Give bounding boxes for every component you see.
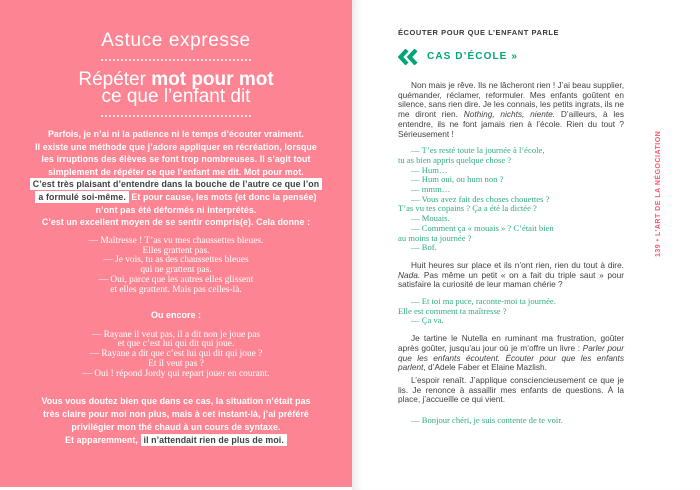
- paragraph-text: , d’Adele Faber et Elaine Mazlish.: [423, 362, 547, 373]
- dialogue-line: qui ne grattent pas.: [140, 265, 212, 276]
- paragraph-2: [398, 261, 624, 290]
- dialogue-line: — Bof.: [411, 242, 437, 253]
- dialogue-line: et elles grattent. Mais pas celles-là.: [110, 284, 242, 295]
- dialogue-socks: [0, 237, 352, 296]
- dialogue-line: — Rayane a dit que c’est lui qui dit qui joue ?: [89, 349, 263, 360]
- closing-line-mixed: [11, 434, 341, 447]
- paragraph-text: Pas même un petit « on a fait du triple saut » pour satisfaire la curiosité de leur maman chérie ?: [398, 269, 624, 290]
- dialogue-line: — T’es resté toute la journée à l’école,: [411, 145, 545, 156]
- italic-word: Nada.: [398, 269, 421, 280]
- dialogue-line: — mmm…: [411, 184, 451, 195]
- double-chevron-left-icon: [398, 49, 419, 65]
- dialogue-line: — Maîtresse ! T’as vu mes chaussettes bleues.: [88, 235, 264, 246]
- ou-encore-label: Ou encore :: [150, 309, 201, 320]
- case-study-badge: [398, 48, 700, 65]
- subtitle-line2: ce que l’enfant dit: [101, 86, 251, 107]
- dialogue-line: — Et toi ma puce, raconte-moi ta journée.: [411, 296, 556, 307]
- paragraph-text: D’ailleurs, à les entendre, ils ne font jamais rien à l’école. Rien du tout ? Sérieusement !: [398, 109, 624, 139]
- closing-line-lead: Et apparemment,: [65, 434, 141, 445]
- dialogue-line: — Oui ! répond Jordy qui repart jouer en courant.: [82, 368, 270, 379]
- dialogue-line: — Oui, parce que les autres elles glissent: [98, 274, 254, 285]
- intro-paragraph: [11, 128, 341, 229]
- closing-line: privilégier mon thé chaud à un cours de syntaxe.: [71, 421, 281, 432]
- intro-line: les irruptions des élèves se font trop nombreuses. Il s’agit tout: [41, 154, 311, 165]
- dialogue-line: — Ça va.: [411, 315, 444, 326]
- paragraph-4: L’espoir renaît. J’applique consciencieusement ce que je lis. Je renonce à assaillir mes enfants de questions. À la place, j’accueille ce qui vient.: [398, 374, 624, 405]
- dialogue-line: Elles grattent pas.: [142, 245, 210, 256]
- closing-line: très claire pour moi non plus, mais à cet instant-là, j’ai préféré: [43, 408, 309, 419]
- dialogue-line: — Bonjour chéri, je suis contente de te voir.: [411, 415, 563, 426]
- dotted-divider-bottom: [101, 115, 251, 117]
- running-header: ÉCOUTER POUR QUE L’ENFANT PARLE: [398, 28, 560, 37]
- dialogue-line: Et il veut pas ?: [148, 358, 204, 369]
- case-study-label: CAS D’ÉCOLE »: [427, 51, 518, 62]
- highlight-text: il n’attendait rien de plus de moi.: [141, 434, 287, 446]
- page-number-side-label: 139 • L’ART DE LA NÉGOCIATION: [655, 130, 662, 258]
- intro-line-mixed: [11, 191, 341, 204]
- dialogue-line: et que c’est lui qui dit qui joue.: [117, 339, 235, 350]
- dialogue-line: — Hum oui, ou hum non ?: [411, 174, 504, 185]
- intro-line-highlighted: [11, 178, 341, 191]
- closing-line: Vous vous doutez bien que dans ce cas, la situation n’était pas: [41, 395, 311, 406]
- dialogue-line: T’as vu tes copains ? Ça a été la dictée ?: [398, 203, 537, 214]
- dialogue-line: — Rayane il veut pas, il a dit non je joue pas: [91, 329, 261, 340]
- dialogue-school-day: [398, 146, 624, 253]
- dialogue-daughter: [398, 297, 624, 326]
- dialogue-line: Elle est comment ta maîtresse ?: [398, 305, 507, 316]
- paragraph-3: [398, 334, 624, 373]
- intro-line: n’ont pas été déformés ni interprétés.: [95, 204, 257, 215]
- subtitle-bold: mot pour mot: [151, 69, 274, 90]
- italic-foreign-words: Nothing, nichts, niente.: [463, 109, 556, 120]
- dialogue-line: — Comment ça « mouais » ? C’était bien: [411, 222, 554, 233]
- dialogue-rayane: [0, 331, 352, 380]
- intro-line: simplement de répéter ce que l’enfant me dit. Mot pour mot.: [48, 166, 304, 177]
- intro-line: Il existe une méthode que j’adore appliquer en récréation, lorsque: [35, 141, 317, 152]
- dialogue-line: — Hum…: [411, 164, 448, 175]
- intro-line-rest: Et pour cause, les mots (et donc la pensée): [128, 191, 317, 202]
- intro-line: C’est un excellent moyen de se sentir compris(e). Cela donne :: [41, 217, 311, 228]
- subtitle-lead: Répéter: [78, 69, 152, 90]
- intro-line: Parfois, je n’ai ni la patience ni le temps d’écouter vraiment.: [47, 129, 305, 139]
- dotted-divider-top: [101, 59, 251, 61]
- tip-title: Astuce expresse: [101, 30, 251, 51]
- left-page: [0, 0, 352, 487]
- highlight-text: a formulé soi-même.: [35, 191, 128, 203]
- paragraph-text: Non mais je rêve. Ils ne lâcheront rien ! J’ai beau supplier, quémander, réclamer, reformuler. Mes enfants goûtent en silence, sans rien dire. Je les connais, les petits ingrats, ils ne me diront rien.: [398, 80, 624, 120]
- closing-paragraph: [11, 395, 341, 447]
- dialogue-line: — Mouais.: [411, 213, 450, 224]
- right-page: [352, 0, 700, 490]
- dialogue-greeting: [398, 416, 624, 426]
- paragraph-text: Huit heures sur place et ils n’ont rien, rien du tout à dire.: [411, 259, 624, 270]
- highlight-text: C’est très plaisant d’entendre dans la bouche de l’autre ce que l’on: [30, 178, 322, 190]
- italic-book-title: Parler pour que les enfants écoutent. Écouter pour que les enfants parlent: [398, 342, 625, 373]
- dialogue-line: — Vous avez fait des choses chouettes ?: [411, 193, 550, 204]
- paragraph-1: [398, 81, 624, 139]
- dialogue-line: tu as bien appris quelque chose ?: [398, 154, 512, 165]
- paragraph-text: Je tartine le Nutella en ruminant ma frustration, goûter après goûter, jusqu’au jour où je m’offre un livre :: [398, 333, 624, 353]
- dialogue-line: au moins ta journée ?: [398, 232, 472, 243]
- dialogue-line: — Je vois, tu as des chaussettes bleues: [103, 255, 249, 266]
